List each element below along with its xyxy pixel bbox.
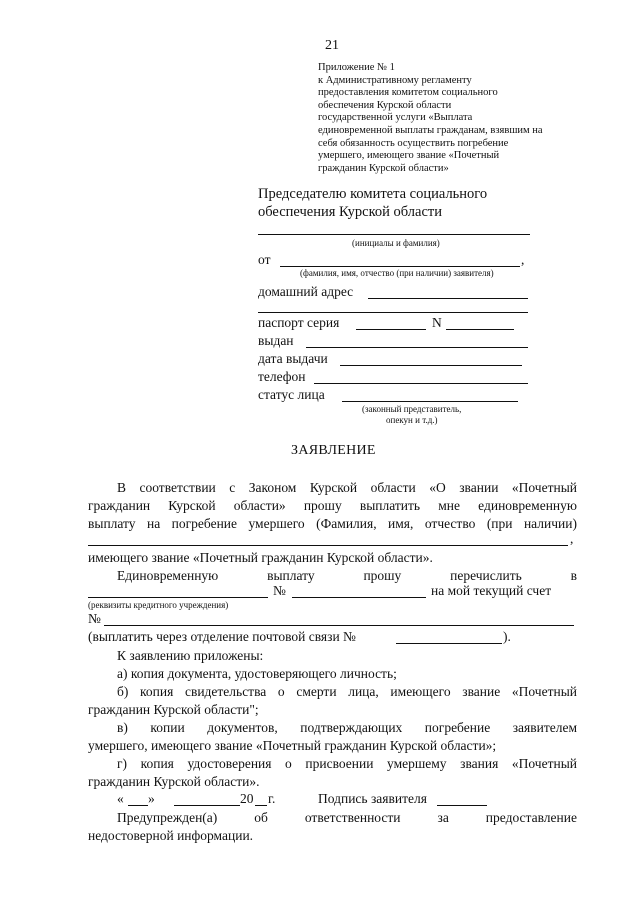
addressee-line: Председателю комитета социального (258, 186, 488, 202)
word: прошу (363, 568, 402, 583)
account-number-field[interactable] (292, 597, 426, 598)
annex-line: Приложение № 1 (318, 62, 395, 73)
date-quote-close: » (148, 791, 155, 806)
page-number: 21 (325, 38, 339, 53)
annex-line: единовременной выплаты гражданам, взявшим на (318, 124, 543, 136)
warning-line (117, 809, 577, 827)
date-quote-open: « (117, 791, 124, 806)
annex-header (318, 62, 558, 175)
attachment-item: гражданин Курской области"; (88, 702, 259, 717)
annex-line: к Административному регламенту (318, 74, 472, 86)
initials-caption: (инициалы и фамилия) (352, 238, 440, 248)
issue-date-label: дата выдачи (258, 351, 328, 366)
paragraph-line: гражданин Курской области» прошу выплатить мне единовременную (88, 498, 577, 513)
status-caption: (законный представитель, (362, 404, 462, 414)
attachment-item: гражданин Курской области». (88, 774, 260, 789)
document-title: ЗАЯВЛЕНИЕ (291, 443, 376, 458)
issued-label: выдан (258, 333, 294, 348)
address-label: домашний адрес (258, 284, 354, 299)
attachments-intro: К заявлению приложены: (117, 648, 264, 663)
status-label: статус лица (258, 387, 325, 402)
deceased-name-field[interactable] (88, 545, 568, 546)
date-year-suffix: г. (268, 791, 276, 806)
deceased-name-comma: , (570, 531, 574, 546)
word: ответственности (304, 810, 401, 825)
annex-line: предоставления комитетом социального (318, 87, 498, 99)
post-office-close: ). (503, 629, 511, 644)
phone-label: телефон (258, 369, 306, 384)
annex-line: себя обязанность осуществить погребение (318, 137, 509, 149)
from-field[interactable] (280, 266, 520, 267)
address-field-2[interactable] (258, 312, 528, 313)
word: об (254, 810, 268, 825)
attachment-item: в) копии документов, подтверждающих погребение заявителем (117, 720, 577, 735)
current-account-text: на мой текущий счет (431, 583, 552, 598)
from-comma: , (521, 252, 525, 267)
status-field[interactable] (342, 401, 518, 402)
issue-date-field[interactable] (340, 365, 522, 366)
attachment-item: а) копия документа, удостоверяющего личность; (117, 666, 397, 681)
attachment-item: умершего, имеющего звание «Почетный гражданин Курской области»; (88, 738, 497, 753)
word: за (437, 810, 449, 825)
word: перечислить (450, 568, 522, 583)
date-year: 20 (240, 791, 254, 806)
from-label: от (258, 252, 271, 267)
annex-line: обеспечения Курской области (318, 99, 452, 111)
word: Единовременную (117, 568, 219, 583)
date-day-field[interactable] (128, 805, 148, 806)
word: в (570, 568, 577, 583)
post-office-number-field[interactable] (396, 643, 502, 644)
attachment-item: г) копия удостоверения о присвоении умершему звания «Почетный (117, 756, 577, 771)
passport-series-label: паспорт серия (258, 315, 340, 330)
passport-number-label: N (432, 315, 442, 330)
status-caption: опекун и т.д.) (386, 415, 438, 425)
fio-caption: (фамилия, имя, отчество (при наличии) заявителя) (300, 268, 494, 278)
account-number-label: № (273, 583, 286, 598)
paragraph-line: выплату на погребение умершего (Фамилия, имя, отчество (при наличии) (88, 516, 577, 531)
addressee-block (258, 185, 487, 221)
address-field[interactable] (368, 298, 528, 299)
annex-line: умершего, имеющего звание «Почетный (318, 150, 500, 162)
annex-line: гражданин Курской области» (318, 162, 449, 174)
bank-details-field[interactable] (88, 597, 268, 598)
signature-label: Подпись заявителя (318, 791, 427, 806)
annex-line: государственной услуги «Выплата (318, 112, 473, 124)
bank-details-caption: (реквизиты кредитного учреждения) (88, 600, 229, 610)
paragraph-line: имеющего звание «Почетный гражданин Курской области». (88, 550, 433, 565)
issued-field[interactable] (306, 347, 528, 348)
warning-line: недостоверной информации. (88, 828, 254, 843)
number-label: № (88, 611, 101, 626)
passport-series-field[interactable] (356, 329, 426, 330)
word: предоставление (485, 810, 577, 825)
phone-field[interactable] (314, 383, 528, 384)
word: Предупрежден(а) (117, 810, 218, 825)
word: выплату (267, 568, 315, 583)
passport-number-field[interactable] (446, 329, 514, 330)
number-field[interactable] (104, 625, 574, 626)
paragraph-line: В соответствии с Законом Курской области «О звании «Почетный (117, 480, 577, 495)
signature-field[interactable] (437, 805, 487, 806)
initials-field[interactable] (258, 234, 530, 235)
date-year-field[interactable] (255, 805, 267, 806)
attachment-item: б) копия свидетельства о смерти лица, имеющего звание «Почетный (117, 684, 577, 699)
addressee-line: обеспечения Курской области (258, 204, 442, 220)
date-month-field[interactable] (174, 805, 240, 806)
post-office-text: (выплатить через отделение почтовой связи № (88, 629, 356, 644)
